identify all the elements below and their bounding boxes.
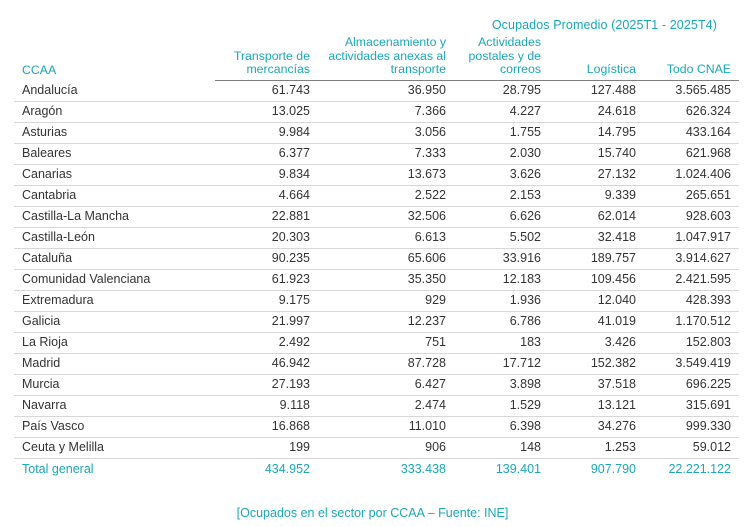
cell-almacenamiento: 32.506 xyxy=(318,206,454,227)
table-row xyxy=(14,353,739,374)
cell-almacenamiento: 12.237 xyxy=(318,311,454,332)
cell-todocnae: 626.324 xyxy=(644,101,739,122)
cell-transporte: 13.025 xyxy=(215,101,318,122)
supertitle-row xyxy=(14,18,731,32)
cell-logistica: 34.276 xyxy=(549,416,644,437)
cell-ccaa: Cantabria xyxy=(14,185,215,206)
cell-postales: 33.916 xyxy=(454,248,549,269)
table-row xyxy=(14,332,739,353)
cell-logistica: 12.040 xyxy=(549,290,644,311)
cell-ccaa: Castilla-León xyxy=(14,227,215,248)
cell-todocnae: 152.803 xyxy=(644,332,739,353)
cell-ccaa: Galicia xyxy=(14,311,215,332)
cell-logistica: 32.418 xyxy=(549,227,644,248)
table-header-row xyxy=(14,36,739,80)
cell-transporte: 22.881 xyxy=(215,206,318,227)
cell-todocnae: 428.393 xyxy=(644,290,739,311)
cell-almacenamiento: 13.673 xyxy=(318,164,454,185)
cell-todocnae: 1.170.512 xyxy=(644,311,739,332)
cell-postales: 2.030 xyxy=(454,143,549,164)
cell-ccaa: Comunidad Valenciana xyxy=(14,269,215,290)
cell-ccaa: Castilla-La Mancha xyxy=(14,206,215,227)
cell-total-todocnae: 22.221.122 xyxy=(644,458,739,480)
cell-postales: 3.898 xyxy=(454,374,549,395)
cell-transporte: 27.193 xyxy=(215,374,318,395)
cell-transporte: 61.923 xyxy=(215,269,318,290)
cell-total-transporte: 434.952 xyxy=(215,458,318,480)
cell-postales: 12.183 xyxy=(454,269,549,290)
cell-todocnae: 433.164 xyxy=(644,122,739,143)
cell-todocnae: 999.330 xyxy=(644,416,739,437)
cell-todocnae: 621.968 xyxy=(644,143,739,164)
cell-ccaa: Asturias xyxy=(14,122,215,143)
cell-postales: 183 xyxy=(454,332,549,353)
cell-todocnae: 696.225 xyxy=(644,374,739,395)
cell-postales: 6.398 xyxy=(454,416,549,437)
cell-total-postales: 139.401 xyxy=(454,458,549,480)
cell-ccaa: Navarra xyxy=(14,395,215,416)
cell-almacenamiento: 6.613 xyxy=(318,227,454,248)
cell-todocnae: 2.421.595 xyxy=(644,269,739,290)
table-header xyxy=(14,36,739,80)
table-row xyxy=(14,311,739,332)
cell-postales: 6.626 xyxy=(454,206,549,227)
column-header-todocnae: Todo CNAE xyxy=(644,36,739,80)
table-row xyxy=(14,143,739,164)
cell-almacenamiento: 87.728 xyxy=(318,353,454,374)
cell-todocnae: 3.549.419 xyxy=(644,353,739,374)
table-row xyxy=(14,395,739,416)
table-row xyxy=(14,269,739,290)
cell-almacenamiento: 65.606 xyxy=(318,248,454,269)
cell-almacenamiento: 906 xyxy=(318,437,454,458)
table-body xyxy=(14,80,739,480)
cell-ccaa: La Rioja xyxy=(14,332,215,353)
period-title: Ocupados Promedio (2025T1 - 2025T4) xyxy=(491,18,717,32)
cell-transporte: 6.377 xyxy=(215,143,318,164)
cell-almacenamiento: 751 xyxy=(318,332,454,353)
table-row xyxy=(14,206,739,227)
cell-logistica: 41.019 xyxy=(549,311,644,332)
cell-almacenamiento: 6.427 xyxy=(318,374,454,395)
cell-total-logistica: 907.790 xyxy=(549,458,644,480)
table-total-row xyxy=(14,458,739,480)
cell-transporte: 9.834 xyxy=(215,164,318,185)
cell-almacenamiento: 35.350 xyxy=(318,269,454,290)
cell-postales: 28.795 xyxy=(454,80,549,101)
cell-logistica: 3.426 xyxy=(549,332,644,353)
cell-transporte: 46.942 xyxy=(215,353,318,374)
cell-postales: 1.936 xyxy=(454,290,549,311)
cell-ccaa: Extremadura xyxy=(14,290,215,311)
cell-transporte: 9.984 xyxy=(215,122,318,143)
cell-almacenamiento: 3.056 xyxy=(318,122,454,143)
cell-logistica: 15.740 xyxy=(549,143,644,164)
table-row xyxy=(14,416,739,437)
cell-logistica: 14.795 xyxy=(549,122,644,143)
cell-ccaa: Cataluña xyxy=(14,248,215,269)
cell-almacenamiento: 7.333 xyxy=(318,143,454,164)
cell-logistica: 152.382 xyxy=(549,353,644,374)
cell-ccaa: Canarias xyxy=(14,164,215,185)
cell-postales: 4.227 xyxy=(454,101,549,122)
cell-ccaa: Baleares xyxy=(14,143,215,164)
cell-transporte: 4.664 xyxy=(215,185,318,206)
cell-almacenamiento: 11.010 xyxy=(318,416,454,437)
cell-todocnae: 1.024.406 xyxy=(644,164,739,185)
table-row xyxy=(14,227,739,248)
cell-transporte: 2.492 xyxy=(215,332,318,353)
cell-ccaa: Murcia xyxy=(14,374,215,395)
cell-todocnae: 928.603 xyxy=(644,206,739,227)
table-row xyxy=(14,437,739,458)
cell-ccaa: Madrid xyxy=(14,353,215,374)
table-row xyxy=(14,80,739,101)
cell-transporte: 16.868 xyxy=(215,416,318,437)
table-row xyxy=(14,101,739,122)
cell-postales: 148 xyxy=(454,437,549,458)
cell-todocnae: 315.691 xyxy=(644,395,739,416)
cell-transporte: 21.997 xyxy=(215,311,318,332)
cell-ccaa: País Vasco xyxy=(14,416,215,437)
cell-transporte: 20.303 xyxy=(215,227,318,248)
table-row xyxy=(14,122,739,143)
cell-logistica: 27.132 xyxy=(549,164,644,185)
cell-logistica: 127.488 xyxy=(549,80,644,101)
ocupados-table xyxy=(14,36,739,480)
cell-logistica: 24.618 xyxy=(549,101,644,122)
cell-almacenamiento: 2.522 xyxy=(318,185,454,206)
table-row xyxy=(14,290,739,311)
cell-logistica: 37.518 xyxy=(549,374,644,395)
column-header-postales: Actividades postales y de correos xyxy=(454,36,549,80)
cell-postales: 1.755 xyxy=(454,122,549,143)
cell-todocnae: 3.565.485 xyxy=(644,80,739,101)
cell-postales: 17.712 xyxy=(454,353,549,374)
table-row xyxy=(14,164,739,185)
cell-ccaa: Aragón xyxy=(14,101,215,122)
cell-transporte: 90.235 xyxy=(215,248,318,269)
column-header-transporte: Transporte de mercancías xyxy=(215,36,318,80)
cell-todocnae: 1.047.917 xyxy=(644,227,739,248)
cell-logistica: 13.121 xyxy=(549,395,644,416)
cell-postales: 2.153 xyxy=(454,185,549,206)
column-header-logistica: Logística xyxy=(549,36,644,80)
cell-total-almacenamiento: 333.438 xyxy=(318,458,454,480)
table-row xyxy=(14,185,739,206)
cell-postales: 3.626 xyxy=(454,164,549,185)
cell-postales: 6.786 xyxy=(454,311,549,332)
cell-todocnae: 59.012 xyxy=(644,437,739,458)
cell-transporte: 61.743 xyxy=(215,80,318,101)
table-row xyxy=(14,248,739,269)
cell-logistica: 9.339 xyxy=(549,185,644,206)
cell-postales: 1.529 xyxy=(454,395,549,416)
cell-logistica: 62.014 xyxy=(549,206,644,227)
cell-ccaa: Andalucía xyxy=(14,80,215,101)
figure-caption: [Ocupados en el sector por CCAA – Fuente: INE] xyxy=(236,505,509,520)
cell-logistica: 189.757 xyxy=(549,248,644,269)
cell-total-label: Total general xyxy=(14,458,215,480)
table-row xyxy=(14,374,739,395)
cell-almacenamiento: 2.474 xyxy=(318,395,454,416)
cell-almacenamiento: 36.950 xyxy=(318,80,454,101)
cell-logistica: 109.456 xyxy=(549,269,644,290)
cell-transporte: 9.175 xyxy=(215,290,318,311)
cell-postales: 5.502 xyxy=(454,227,549,248)
cell-todocnae: 265.651 xyxy=(644,185,739,206)
column-header-almacenamiento: Almacenamiento y actividades anexas al transporte xyxy=(318,36,454,80)
cell-logistica: 1.253 xyxy=(549,437,644,458)
cell-ccaa: Ceuta y Melilla xyxy=(14,437,215,458)
cell-todocnae: 3.914.627 xyxy=(644,248,739,269)
cell-almacenamiento: 7.366 xyxy=(318,101,454,122)
cell-almacenamiento: 929 xyxy=(318,290,454,311)
cell-transporte: 199 xyxy=(215,437,318,458)
cell-transporte: 9.118 xyxy=(215,395,318,416)
column-header-ccaa: CCAA xyxy=(22,62,57,77)
